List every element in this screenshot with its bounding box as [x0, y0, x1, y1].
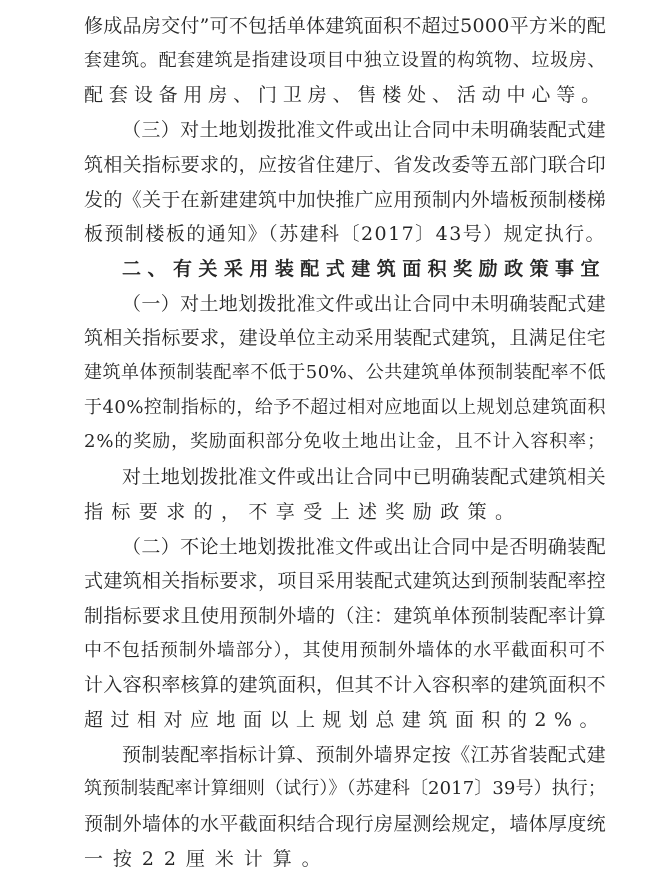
- line-text: 筑预制装配率计算细则（试行）》（苏建科〔2017〕39号）执行；: [84, 778, 606, 800]
- line-text: 中不包括预制外墙部分），其使用预制外墙体的水平截面积可不: [84, 639, 606, 661]
- line-text: （二）不论土地划拨批准文件或出让合同中是否明确装配: [122, 535, 606, 558]
- line-text: 套建筑。配套建筑是指建设项目中独立设置的构筑物、垃圾房、: [84, 49, 606, 71]
- text-line: [84, 217, 606, 251]
- text-line: [84, 634, 606, 668]
- line-text: 预制装配率指标计算、预制外墙界定按《江苏省装配式建: [122, 743, 606, 766]
- line-text: （一）对土地划拨批准文件或出让合同中未明确装配式建: [122, 292, 606, 315]
- text-line: [84, 183, 606, 217]
- line-text: 二、有关采用装配式建筑面积奖励政策事宜: [122, 257, 606, 280]
- text-line: [84, 772, 606, 806]
- section-heading: [122, 252, 606, 286]
- text-line: [84, 807, 606, 841]
- text-line: [84, 495, 606, 529]
- text-line: [84, 425, 606, 459]
- text-line: [84, 564, 606, 598]
- text-line: [122, 287, 606, 321]
- text-line: [84, 321, 606, 355]
- line-text: 一按22厘米计算。: [84, 847, 331, 870]
- line-text: 式建筑相关指标要求，项目采用装配式建筑达到预制装配率控: [84, 570, 606, 593]
- line-text: 修成品房交付”可不包括单体建筑面积不超过5000平方米的配: [84, 15, 606, 37]
- line-text: 预制外墙体的水平截面积结合现行房屋测绘规定，墙体厚度统: [84, 813, 606, 836]
- text-line: [84, 599, 606, 633]
- line-text: （三）对土地划拨批准文件或出让合同中未明确装配式建: [122, 119, 606, 142]
- line-text: 配套设备用房、门卫房、售楼处、活动中心等。: [84, 84, 606, 107]
- line-text: 板预制楼板的通知》（苏建科〔2017〕43号）规定执行。: [84, 223, 606, 246]
- text-line: [84, 356, 606, 390]
- text-line: [84, 44, 606, 78]
- line-text: 制指标要求且使用预制外墙的（注：建筑单体预制装配率计算: [84, 604, 606, 627]
- text-line: [122, 530, 606, 564]
- line-text: 指标要求的，不享受上述奖励政策。: [84, 500, 523, 523]
- line-text: 计入容积率核算的建筑面积，但其不计入容积率的建筑面积不: [84, 674, 606, 697]
- text-line: [122, 113, 606, 147]
- line-text: 发的《关于在新建建筑中加快推广应用预制内外墙板预制楼梯: [84, 188, 606, 211]
- text-line: [84, 148, 606, 182]
- text-line: [84, 391, 606, 425]
- text-line: [84, 668, 606, 702]
- line-text: 2%的奖励，奖励面积部分免收土地出让金，且不计入容积率；: [84, 431, 606, 453]
- text-line: [84, 78, 606, 112]
- line-text: 对土地划拨批准文件或出让合同中已明确装配式建筑相关: [122, 466, 606, 489]
- line-text: 超过相对应地面以上规划总建筑面积的2%。: [84, 709, 606, 731]
- line-text: 筑相关指标要求的，应按省住建厅、省发改委等五部门联合印: [84, 153, 606, 176]
- text-line: [84, 9, 606, 43]
- line-text: 建筑单体预制装配率不低于50%、公共建筑单体预制装配率不低: [84, 362, 606, 383]
- text-line: [84, 842, 606, 876]
- text-line: [122, 738, 606, 772]
- line-text: 于40%控制指标的，给予不超过相对应地面以上规划总建筑面积: [84, 396, 606, 418]
- line-text: 筑相关指标要求，建设单位主动采用装配式建筑，且满足住宅: [84, 327, 606, 350]
- text-line: [122, 460, 606, 494]
- text-line: [84, 703, 606, 737]
